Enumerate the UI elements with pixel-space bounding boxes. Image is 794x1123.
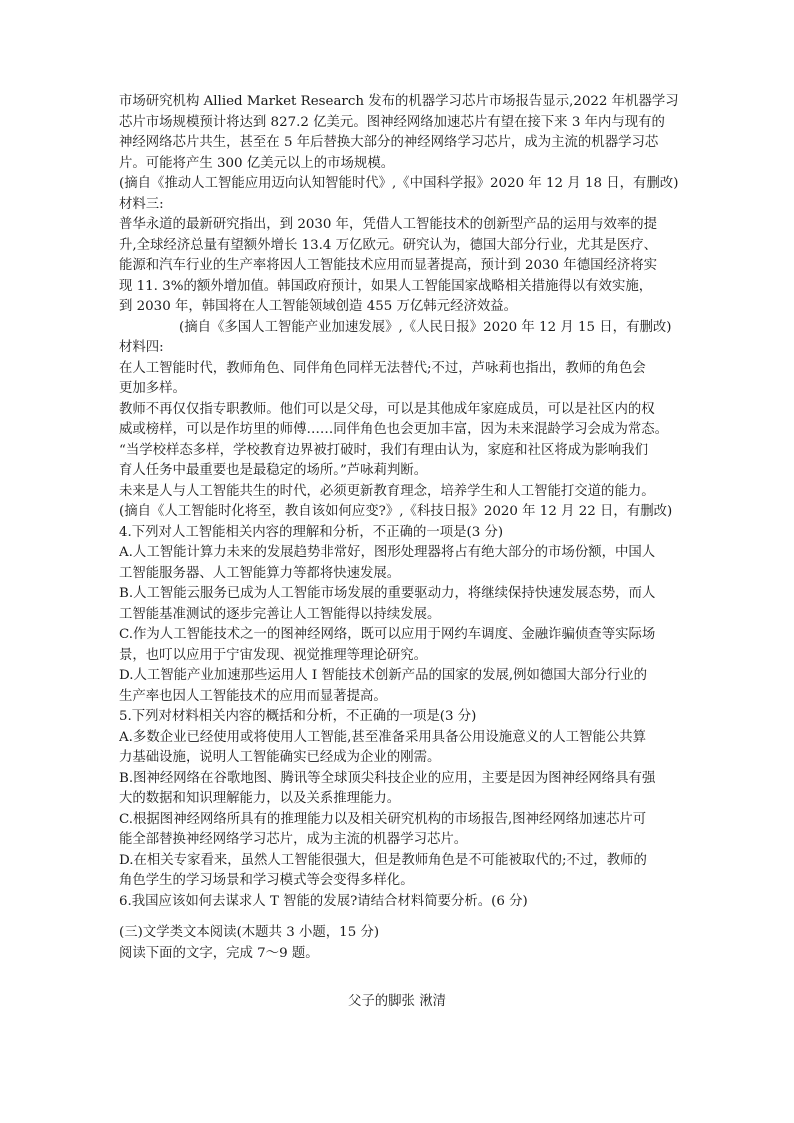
text-line: 能源和汽车行业的生产率将因人工智能技术应用而显著提高，预计到 2030 年德国经济将实 xyxy=(119,258,658,273)
text-line: 更加多样。 xyxy=(119,381,186,396)
answer-option: 景，也叮以应用于宁宙发现、视觉推理等理论研究。 xyxy=(119,647,427,663)
material-heading: 材料三: xyxy=(119,196,164,212)
answer-option: A.多数企业已经使用或将使用人工智能,甚至准备采用具备公用设施意义的人工智能公共算 xyxy=(119,729,647,745)
story-title: 父子的脚张 湫清 xyxy=(348,994,446,1009)
text-line: 威或榜样，可以是作坊里的师傅……同伴角色也会更加丰富，因为未来混龄学习会成为常态。 xyxy=(119,422,669,437)
section-header: (三)文学类文本阅读(木题共 3 小题，15 分) xyxy=(119,925,380,940)
answer-option: 工智能服务器、人工智能算力等都将快速发展。 xyxy=(119,565,401,581)
answer-option: C.作为人工智能技术之一的图神经网络，既可以应用于网约车调度、金融诈骗侦查等实际场 xyxy=(119,627,656,642)
text-line: 片。可能将产生 300 亿美元以上的市场规模。 xyxy=(119,155,395,171)
text-line: 神经网络芯片共生，甚至在 5 年后替换大部分的神经网络学习芯片，成为主流的机器学习芯 xyxy=(119,135,659,150)
answer-option: A.人工智能计算力未来的发展趋势非常好，图形处理器将占有绝大部分的市场份额，中国人 xyxy=(119,545,656,560)
question-stem: 4.下列对人工智能相关内容的理解和分析，不正确的一项是(3 分) xyxy=(119,524,504,540)
question-stem: 6.我国应该如何去谋求人 T 智能的发展?请结合材料简要分析。(6 分) xyxy=(119,893,528,909)
text-line: 普华永道的最新研究指出，到 2030 年，凭借人工智能技术的创新型产品的运用与效率的提 xyxy=(119,217,658,232)
answer-option: 大的数据和知识理解能力，以及关系推理能力。 xyxy=(119,791,401,806)
answer-option: D.人工智能产业加速那些运用人 I 智能技术创新产品的国家的发展,例如德国大部分行业的 xyxy=(119,668,648,683)
answer-option: 能全部替换神经网络学习芯片，成为主流的机器学习芯片。 xyxy=(119,832,468,847)
text-line: 育人任务中最重要也是最稳定的场所。”芦咏莉判断。 xyxy=(119,463,428,478)
text-line: 现 11. 3%的额外增加值。韩国政府预计，如果人工智能国家战略相关措施得以有效实施， xyxy=(119,278,653,294)
text-line: 芯片市场规模预计将达到 827.2 亿美元。图神经网络加速芯片有望在接下来 3 年内与现有的 xyxy=(119,114,665,130)
text-line: 教师不再仅仅指专职教师。他们可以是父母，可以是其他成年家庭成员，可以是社区内的权 xyxy=(119,401,655,417)
source-citation: (摘自《推动人工智能应用迈向认知智能时代》,《中国科学报》2020 年 12 月 18 日，有删改) xyxy=(119,176,679,191)
material-heading: 材料四: xyxy=(119,340,164,355)
text-line: 升,全球经济总量有望额外增长 13.4 万亿欧元。研究认为，德国大部分行业，尤其是医疗、 xyxy=(119,237,658,253)
section-gap xyxy=(119,912,679,923)
reading-body xyxy=(119,92,679,964)
text-line: 市场研究机构 Allied Market Research 发布的机器学习芯片市场报告显示,2022 年机器学习 xyxy=(119,94,679,109)
question-stem: 5.下列对材料相关内容的概括和分析，不正确的一项是(3 分) xyxy=(119,709,477,724)
instruction: 阅读下面的文字，完成 7～9 题。 xyxy=(119,945,319,961)
answer-option: C.根据图神经网络所具有的推理能力以及相关研究机构的市场报告,图神经网络加速芯片可 xyxy=(119,811,647,827)
answer-option: 力基础设施，说明人工智能确实已经成为企业的刚需。 xyxy=(119,750,441,765)
answer-option: B.图神经网络在谷歌地图、腾讯等全球顶尖科技企业的应用，主要是因为图神经网络具有强 xyxy=(119,770,656,786)
text-line: 在人工智能时代，教师角色、同伴角色同样无法替代;不过，芦咏莉也指出，教师的角色会 xyxy=(119,360,646,376)
answer-option: 工智能基准测试的逐步完善让人工智能得以持续发展。 xyxy=(119,606,441,622)
text-line: 到 2030 年，韩国将在人工智能领域创造 455 万亿韩元经济效益。 xyxy=(119,299,518,314)
text-line: “当学校样态多样，学校教育边界被打破时，我们有理由认为，家庭和社区将成为影响我们 xyxy=(119,442,649,458)
text-line: 未来是人与人工智能共生的时代，必须更新教育理念，培养学生和人工智能打交道的能力。 xyxy=(119,483,655,499)
answer-option: 角色学生的学习场景和学习模式等会变得多样化。 xyxy=(119,873,414,888)
answer-option: D.在相关专家看来，虽然人工智能很强大，但是教师角色是不可能被取代的;不过，教师的 xyxy=(119,852,647,868)
answer-option: 生产率也因人工智能技术的应用而显著提高。 xyxy=(119,688,387,704)
answer-option: B.人工智能云服务已成为人工智能市场发展的重要驱动力，将继续保持快速发展态势，而人 xyxy=(119,586,656,601)
source-citation: (摘自《多国人工智能产业加速发展》,《人民日报》2020 年 12 月 15 日，有删改) xyxy=(179,319,672,335)
source-citation: (摘自《人工智能时化将至，教自该如何应变?》,《科技日报》2020 年 12 月 22 日，有删改) xyxy=(119,504,673,519)
